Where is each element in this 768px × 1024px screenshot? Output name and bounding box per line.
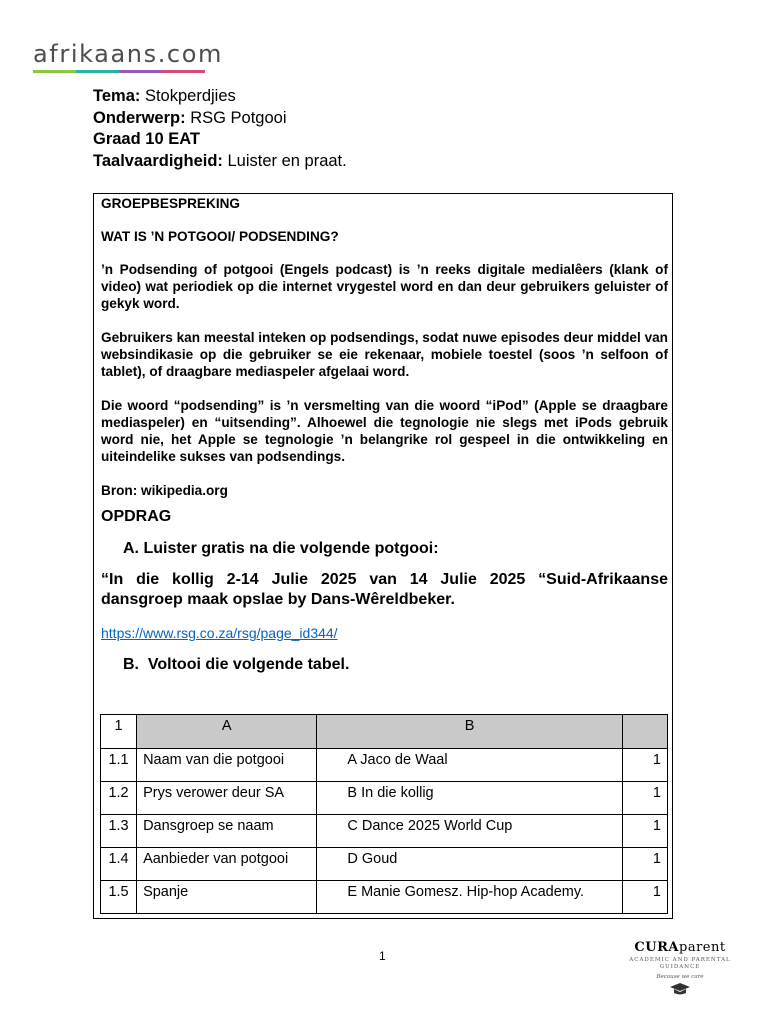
header-cell-b: B [317, 715, 623, 749]
rsg-link[interactable]: https://www.rsg.co.za/rsg/page_id344/ [101, 625, 338, 641]
row-mark: 1 [622, 782, 667, 815]
graduation-cap-icon [620, 982, 740, 1001]
row-col-a: Naam van die potgooi [137, 749, 317, 782]
row-col-a: Prys verower deur SA [137, 782, 317, 815]
row-num: 1.5 [101, 881, 137, 914]
row-col-a: Spanje [137, 881, 317, 914]
cura-tagline: Because we care [656, 974, 704, 980]
row-mark: 1 [622, 848, 667, 881]
row-col-b: E Manie Gomesz. Hip-hop Academy. [317, 881, 623, 914]
table-row [101, 749, 668, 782]
row-num: 1.4 [101, 848, 137, 881]
paragraph-2: Gebruikers kan meestal inteken op podsendings, sodat nuwe episodes deur middel van websindikasie op die gebruiker se eie rekenaar, mobiele toestel (soos ’n selfoon of tablet), of draagbare mediaspeler afgelaai word. [101, 330, 668, 379]
meta-tema: Tema: Stokperdjies [93, 87, 236, 105]
row-num: 1.1 [101, 749, 137, 782]
logo-bar-segment [76, 70, 119, 73]
content-box [93, 193, 673, 919]
cura-subtitle: ACADEMIC AND PARENTAL GUIDANCE [629, 957, 731, 970]
header-cell-a: A [137, 715, 317, 749]
row-col-a: Dansgroep se naam [137, 815, 317, 848]
box-heading: GROEPBESPREKING [101, 196, 240, 211]
page-number: 1 [379, 949, 386, 963]
logo-bar-segment [119, 70, 162, 73]
logo-text: afrikaans.com [33, 40, 223, 68]
afrikaans-logo [33, 40, 223, 73]
row-col-a: Aanbieder van potgooi [137, 848, 317, 881]
cura-title: CURAparent [634, 940, 726, 955]
section-a-heading: A. Luister gratis na die volgende potgooi: [123, 540, 439, 557]
document-meta [93, 86, 347, 172]
box-question: WAT IS ’N POTGOOI/ PODSENDING? [101, 229, 339, 244]
row-col-b: A Jaco de Waal [317, 749, 623, 782]
logo-bar-segment [33, 70, 76, 73]
table-row [101, 815, 668, 848]
opdrag-heading: OPDRAG [101, 508, 172, 525]
meta-onderwerp: Onderwerp: RSG Potgooi [93, 108, 287, 127]
paragraph-1: ’n Podsending of potgooi (Engels podcast) is ’n reeks digitale medialêers (klank of video) wat periodiek op die internet vrygestel word en dan deur gebruikers geluister of gekyk word. [101, 262, 668, 311]
row-col-b: D Goud [317, 848, 623, 881]
row-mark: 1 [622, 815, 667, 848]
section-b-heading: B. Voltooi die volgende tabel. [123, 656, 350, 673]
table-row [101, 782, 668, 815]
logo-color-bar [33, 70, 205, 73]
table-row [101, 848, 668, 881]
header-cell-num: 1 [101, 715, 137, 749]
matching-table [100, 714, 668, 914]
paragraph-3: Die woord “podsending” is ’n versmelting van die woord “iPod” (Apple se draagbare mediaspeler) en “uitsending”. Alhoewel die tegnologie nie slegs met iPods gebruik word nie, het Apple se tegnologie ’n belangrike rol gespeel in die ontwikkeling en uiteindelike sukses van podsendings. [101, 398, 668, 464]
table-row [101, 881, 668, 914]
meta-taalvaardigheid: Taalvaardigheid: Luister en praat. [93, 151, 347, 170]
logo-bar-segment [162, 70, 205, 73]
row-col-b: C Dance 2025 World Cup [317, 815, 623, 848]
curaparent-logo [620, 940, 740, 1001]
header-cell-marks [622, 715, 667, 749]
table-header-row [101, 715, 668, 749]
row-mark: 1 [622, 749, 667, 782]
meta-graad: Graad 10 EAT [93, 130, 200, 148]
row-num: 1.3 [101, 815, 137, 848]
row-mark: 1 [622, 881, 667, 914]
row-num: 1.2 [101, 782, 137, 815]
source-line: Bron: wikipedia.org [101, 483, 228, 498]
podcast-quote: “In die kollig 2-14 Julie 2025 van 14 Julie 2025 “Suid-Afrikaanse dansgroep maak opslae by Dans-Wêreldbeker. [101, 571, 668, 608]
row-col-b: B In die kollig [317, 782, 623, 815]
